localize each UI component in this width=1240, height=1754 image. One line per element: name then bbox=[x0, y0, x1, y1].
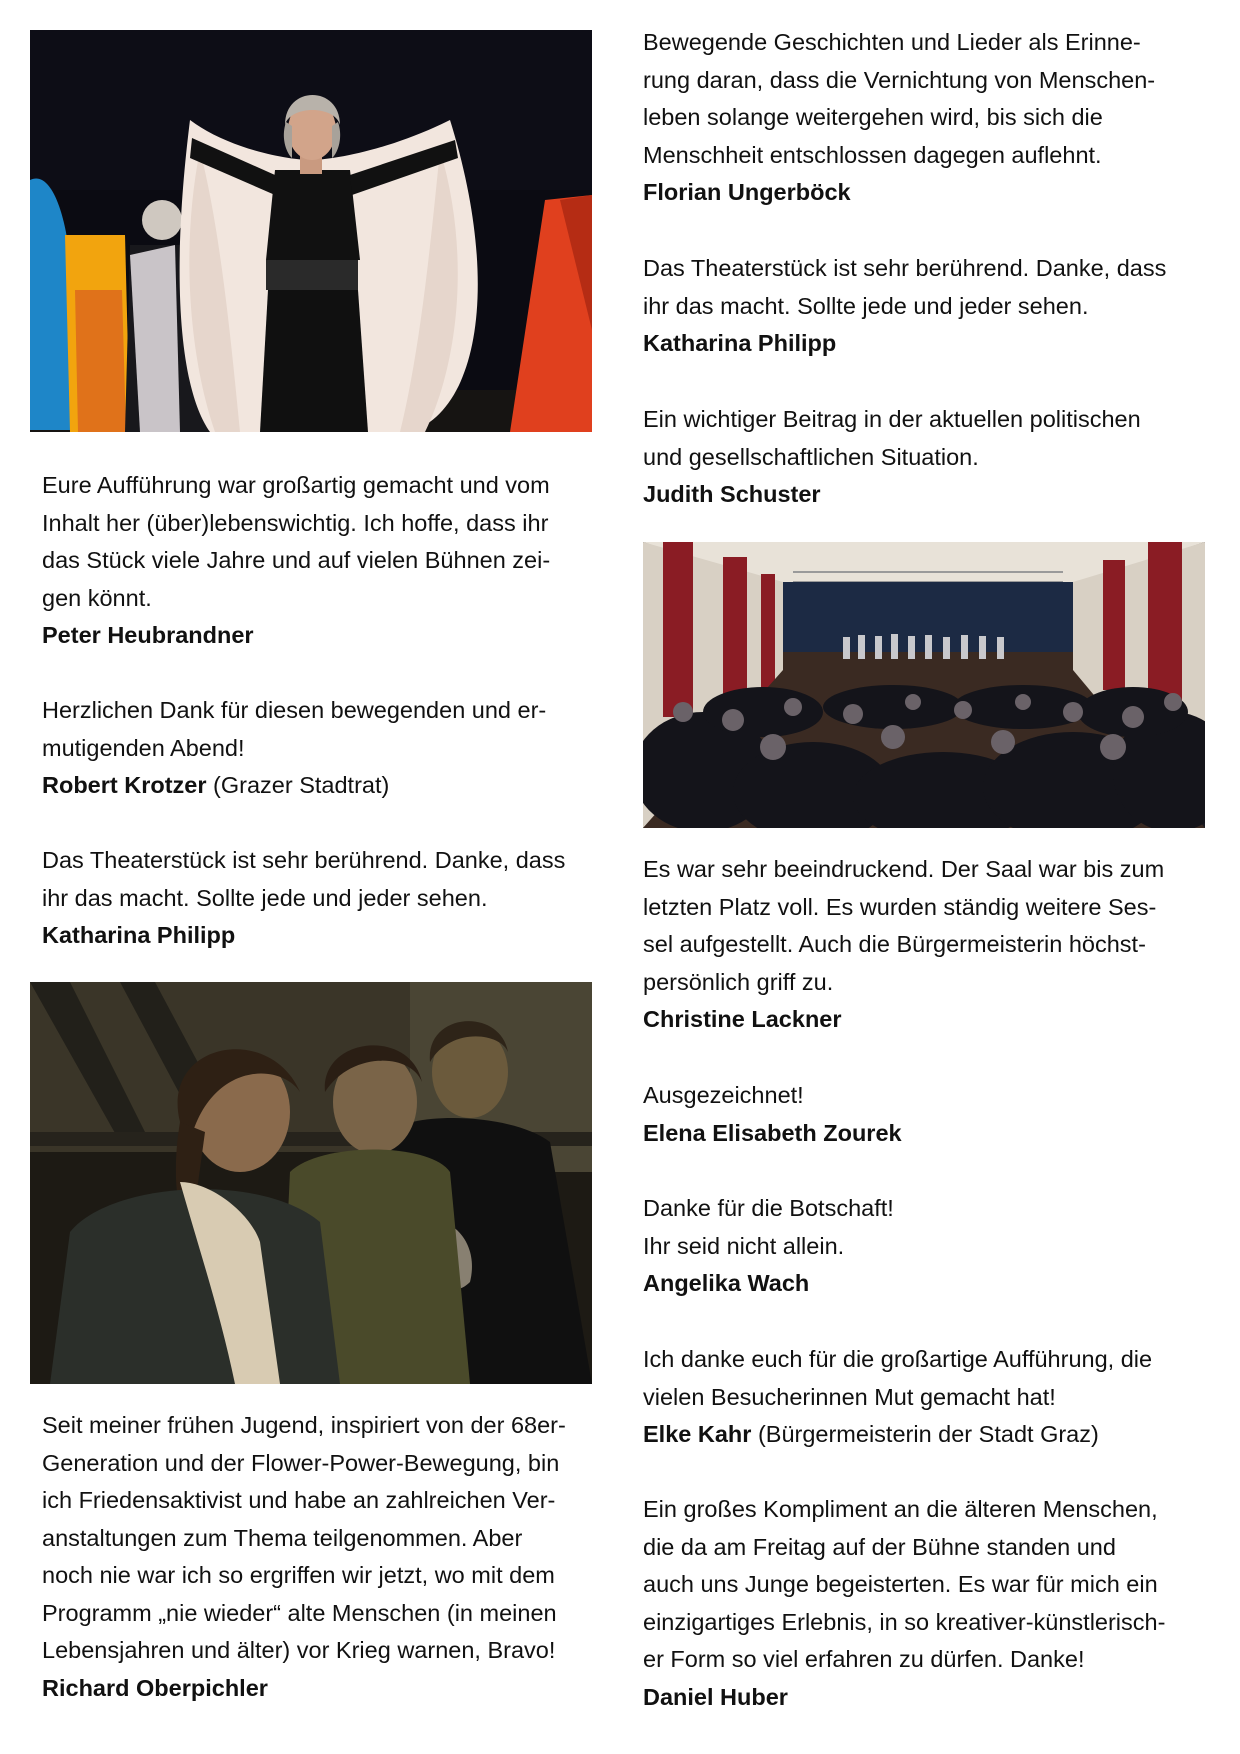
quote-line: Bewegende Geschichten und Lieder als Erinne- bbox=[643, 29, 1141, 55]
quote-line: ihr das macht. Sollte jede und jeder sehen. bbox=[42, 884, 488, 911]
quote-author: Elena Elisabeth Zourek bbox=[643, 1119, 902, 1146]
quote-line: leben solange weitergehen wird, bis sich die bbox=[643, 104, 1103, 130]
quote-line: Danke für die Botschaft! bbox=[643, 1195, 894, 1221]
quote-lackner bbox=[643, 851, 1213, 1039]
quote-author-role: (Grazer Stadtrat) bbox=[206, 772, 390, 798]
quote-author: Richard Oberpichler bbox=[42, 1674, 268, 1701]
quote-line: anstaltungen zum Thema teilgenommen. Aber bbox=[42, 1524, 523, 1551]
quote-line: Ausgezeichnet! bbox=[643, 1082, 804, 1108]
quote-author: Christine Lackner bbox=[643, 1006, 842, 1032]
quote-line: noch nie war ich so ergriffen wir jetzt, wo mit dem bbox=[42, 1562, 555, 1588]
audience-women-photo bbox=[30, 982, 592, 1384]
quote-author: Daniel Huber bbox=[643, 1683, 788, 1710]
quote-line: mutigenden Abend! bbox=[42, 734, 245, 761]
quote-author: Robert Krotzer bbox=[42, 772, 207, 798]
quote-author: Elke Kahr bbox=[643, 1421, 752, 1447]
quote-line: Das Theaterstück ist sehr berührend. Danke, dass bbox=[42, 847, 566, 873]
quote-line: er Form so viel erfahren zu dürfen. Danke! bbox=[643, 1646, 1085, 1672]
hall-audience-photo bbox=[643, 542, 1205, 828]
quote-author: Florian Ungerböck bbox=[643, 179, 851, 205]
quote-zourek bbox=[643, 1077, 1213, 1152]
quote-line: Inhalt her (über)lebenswichtig. Ich hoffe, dass ihr bbox=[42, 509, 549, 536]
quote-line: Herzlichen Dank für diesen bewegenden und er- bbox=[42, 697, 547, 723]
stage-performer-photo bbox=[30, 30, 592, 432]
quote-author: Judith Schuster bbox=[643, 481, 821, 507]
quote-line: persönlich griff zu. bbox=[643, 968, 834, 995]
quote-line: Es war sehr beeindruckend. Der Saal war bis zum bbox=[643, 856, 1165, 882]
quote-line: gen könnt. bbox=[42, 584, 152, 611]
quote-krotzer bbox=[42, 692, 597, 805]
quote-philipp-right bbox=[643, 250, 1213, 363]
quote-line: sel aufgestellt. Auch die Bürgermeisterin höchst- bbox=[643, 931, 1146, 957]
quote-author: Katharina Philipp bbox=[643, 330, 837, 356]
quote-heubrandner bbox=[42, 467, 597, 655]
quote-line: Lebensjahren und älter) vor Krieg warnen, Bravo! bbox=[42, 1637, 556, 1663]
quote-author-role: (Bürgermeisterin der Stadt Graz) bbox=[751, 1421, 1099, 1447]
quote-author-line bbox=[42, 767, 597, 805]
quote-author-line bbox=[643, 1416, 1213, 1454]
quote-oberpichler bbox=[42, 1407, 602, 1707]
quote-line: rung daran, dass die Vernichtung von Menschen- bbox=[643, 66, 1156, 93]
quote-line: Generation und der Flower-Power-Bewegung, bin bbox=[42, 1449, 560, 1476]
quote-author: Peter Heubrandner bbox=[42, 622, 254, 648]
quote-line: Seit meiner frühen Jugend, inspiriert von der 68er- bbox=[42, 1412, 566, 1438]
quote-line: Programm „nie wieder“ alte Menschen (in meinen bbox=[42, 1599, 557, 1626]
quote-line: und gesellschaftlichen Situation. bbox=[643, 443, 979, 470]
quote-line: Ich danke euch für die großartige Aufführung, die bbox=[643, 1346, 1153, 1372]
quote-line: Ein wichtiger Beitrag in der aktuellen politischen bbox=[643, 406, 1141, 432]
quote-line: Eure Aufführung war großartig gemacht und vom bbox=[42, 472, 550, 498]
quote-ungerboeck bbox=[643, 24, 1213, 212]
quote-schuster bbox=[643, 401, 1213, 514]
quote-wach bbox=[643, 1190, 1213, 1303]
quote-line: Ein großes Kompliment an die älteren Menschen, bbox=[643, 1496, 1158, 1522]
quote-line: Menschheit entschlossen dagegen auflehnt. bbox=[643, 141, 1102, 168]
quote-line: das Stück viele Jahre und auf vielen Bühnen zei- bbox=[42, 547, 551, 573]
quote-line: ich Friedensaktivist und habe an zahlreichen Ver- bbox=[42, 1487, 556, 1513]
quote-huber bbox=[643, 1491, 1213, 1716]
quote-line: einzigartiges Erlebnis, in so kreativer-künstlerisch- bbox=[643, 1608, 1166, 1635]
quote-line: auch uns Junge begeisterten. Es war für mich ein bbox=[643, 1571, 1158, 1597]
quote-kahr bbox=[643, 1341, 1213, 1454]
quote-author: Katharina Philipp bbox=[42, 922, 236, 948]
quote-line: vielen Besucherinnen Mut gemacht hat! bbox=[643, 1383, 1056, 1410]
quote-line: die da am Freitag auf der Bühne standen und bbox=[643, 1533, 1116, 1560]
quote-line: Ihr seid nicht allein. bbox=[643, 1232, 845, 1259]
quote-author: Angelika Wach bbox=[643, 1270, 810, 1296]
quote-line: ihr das macht. Sollte jede und jeder sehen. bbox=[643, 292, 1089, 319]
quote-line: letzten Platz voll. Es wurden ständig weitere Ses- bbox=[643, 893, 1157, 920]
quote-philipp-left bbox=[42, 842, 597, 955]
quote-line: Das Theaterstück ist sehr berührend. Danke, dass bbox=[643, 255, 1167, 281]
